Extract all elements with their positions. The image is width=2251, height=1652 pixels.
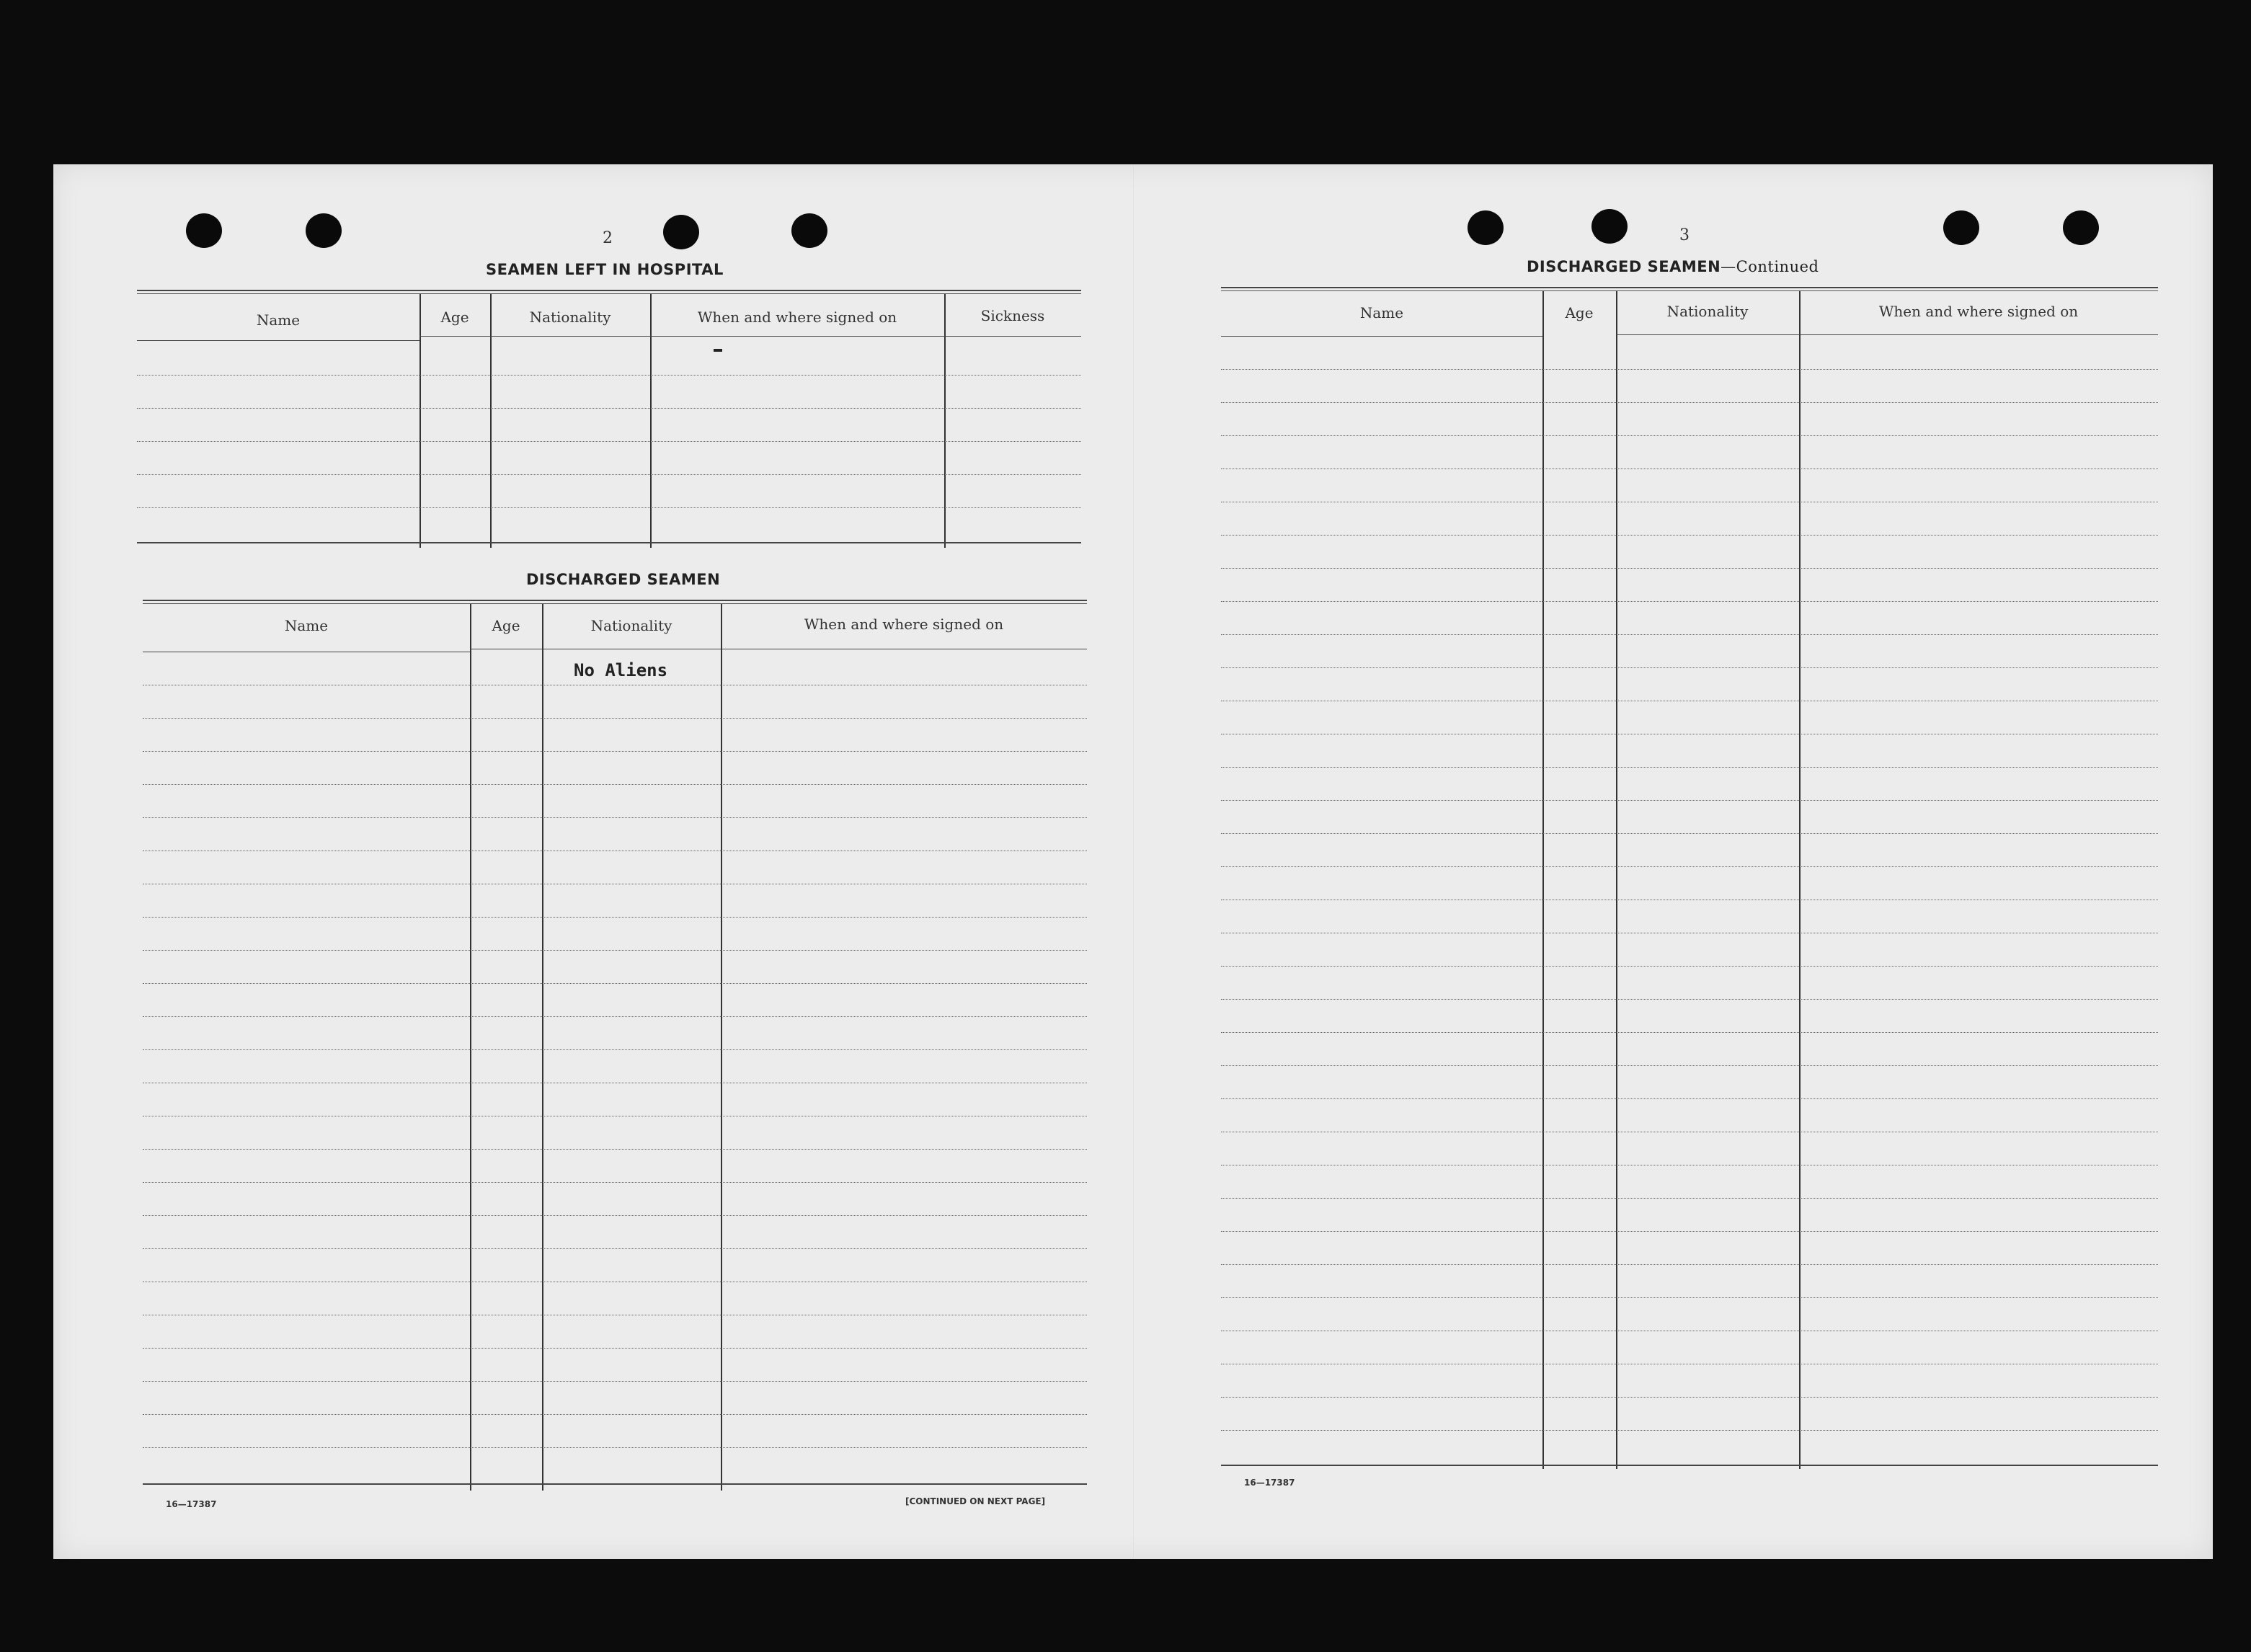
punch-hole [186,213,222,248]
header-age: Age [492,617,520,634]
page-fold [1133,164,1135,1559]
punch-hole [791,213,827,248]
punch-hole [306,213,342,248]
scanned-document-sheet [53,164,2213,1559]
discharged-table-left [143,600,1087,1652]
continued-suffix: —Continued [1721,258,1819,275]
header-when-where: When and where signed on [697,308,897,326]
header-name: Name [256,311,301,329]
discharged-table-right [1221,287,2158,1469]
typed-no-aliens: No Aliens [574,660,668,680]
header-when-where: When and where signed on [804,616,1004,633]
hospital-section-title: SEAMEN LEFT IN HOSPITAL [486,261,724,278]
punch-hole [1591,209,1628,244]
header-nationality: Nationality [529,308,611,326]
dash-mark [714,349,722,352]
discharged-section-title-right [1527,258,1819,275]
header-name: Name [284,617,329,634]
header-nationality: Nationality [1666,303,1749,320]
form-number-right: 16—17387 [1244,1478,1295,1488]
punch-hole [1943,210,1979,245]
punch-hole [663,215,699,249]
header-nationality: Nationality [590,617,672,634]
punch-hole [2063,210,2099,245]
hospital-table [137,290,1081,549]
header-sickness: Sickness [980,307,1045,324]
header-age: Age [440,308,469,326]
header-age: Age [1565,304,1594,321]
discharged-title-text: DISCHARGED SEAMEN [1527,258,1721,275]
punch-hole [1468,210,1504,245]
page-number-right: 3 [1679,226,1690,244]
discharged-section-title-left: DISCHARGED SEAMEN [526,571,721,588]
header-name: Name [1359,304,1404,321]
page-number-left: 2 [603,229,613,247]
form-number-left: 16—17387 [166,1499,217,1509]
header-when-where: When and where signed on [1878,303,2079,320]
continued-note: [CONTINUED ON NEXT PAGE] [905,1496,1046,1506]
